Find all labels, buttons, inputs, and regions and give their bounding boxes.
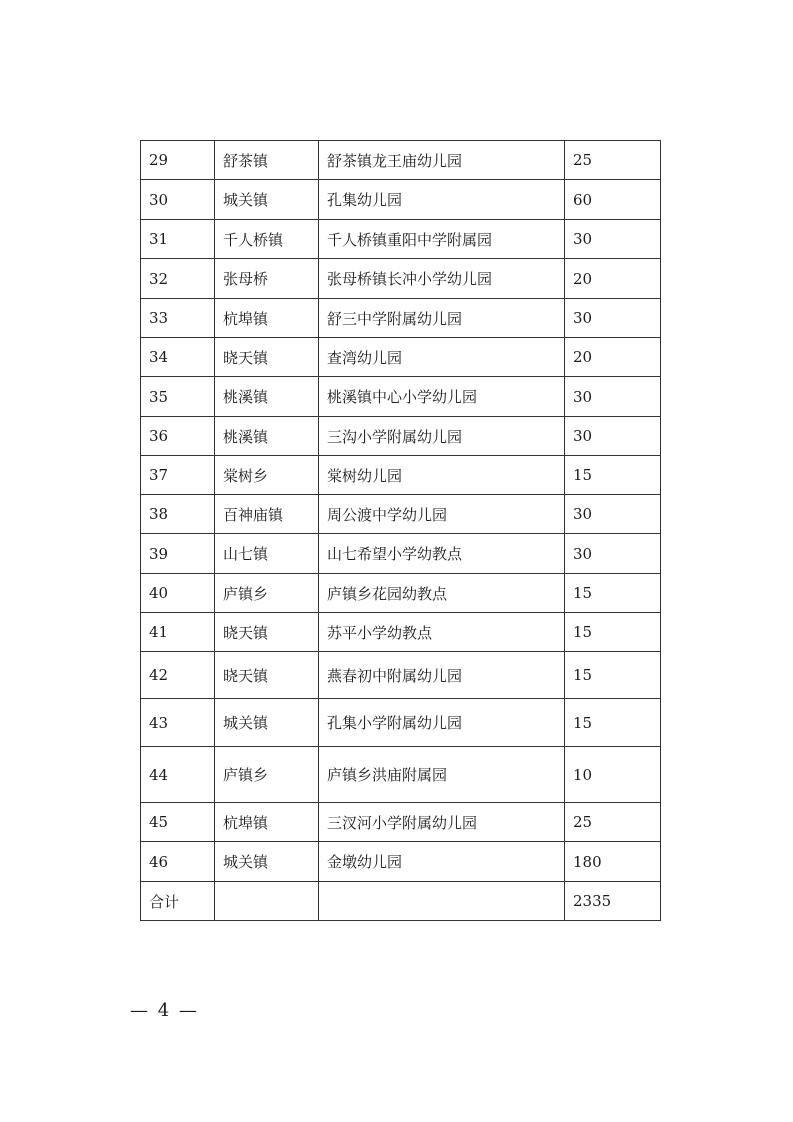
town-cell: 百神庙镇 [215, 495, 319, 534]
town-cell: 晓天镇 [215, 613, 319, 652]
row-number-cell: 42 [141, 652, 215, 699]
row-number-cell: 43 [141, 699, 215, 747]
row-number-cell: 37 [141, 456, 215, 495]
enrollment-count-cell: 180 [565, 842, 661, 882]
empty-cell [215, 882, 319, 921]
town-cell: 庐镇乡 [215, 747, 319, 803]
total-row [141, 882, 661, 921]
town-cell: 城关镇 [215, 842, 319, 882]
kindergarten-name-cell: 周公渡中学幼儿园 [319, 495, 565, 534]
town-cell: 山七镇 [215, 534, 319, 574]
table-row [141, 495, 661, 534]
kindergarten-name-cell: 桃溪镇中心小学幼儿园 [319, 377, 565, 417]
kindergarten-name-cell: 庐镇乡花园幼教点 [319, 574, 565, 613]
row-number-cell: 39 [141, 534, 215, 574]
table-row [141, 699, 661, 747]
town-cell: 晓天镇 [215, 338, 319, 377]
town-cell: 城关镇 [215, 180, 319, 220]
row-number-cell: 46 [141, 842, 215, 882]
kindergarten-name-cell: 舒茶镇龙王庙幼儿园 [319, 141, 565, 180]
kindergarten-name-cell: 三沟小学附属幼儿园 [319, 417, 565, 456]
enrollment-count-cell: 25 [565, 141, 661, 180]
enrollment-count-cell: 10 [565, 747, 661, 803]
table-row [141, 747, 661, 803]
page-number: — 4 — [130, 1000, 199, 1021]
table-row [141, 534, 661, 574]
enrollment-count-cell: 20 [565, 338, 661, 377]
row-number-cell: 40 [141, 574, 215, 613]
town-cell: 晓天镇 [215, 652, 319, 699]
kindergarten-name-cell: 孔集小学附属幼儿园 [319, 699, 565, 747]
total-count-cell: 2335 [565, 882, 661, 921]
enrollment-count-cell: 30 [565, 534, 661, 574]
town-cell: 桃溪镇 [215, 417, 319, 456]
empty-cell [319, 882, 565, 921]
enrollment-count-cell: 60 [565, 180, 661, 220]
enrollment-count-cell: 30 [565, 299, 661, 338]
enrollment-count-cell: 25 [565, 803, 661, 842]
row-number-cell: 35 [141, 377, 215, 417]
town-cell: 桃溪镇 [215, 377, 319, 417]
enrollment-count-cell: 30 [565, 495, 661, 534]
table-row [141, 141, 661, 180]
kindergarten-name-cell: 千人桥镇重阳中学附属园 [319, 220, 565, 259]
town-cell: 庐镇乡 [215, 574, 319, 613]
row-number-cell: 30 [141, 180, 215, 220]
town-cell: 千人桥镇 [215, 220, 319, 259]
table-row [141, 180, 661, 220]
row-number-cell: 34 [141, 338, 215, 377]
enrollment-count-cell: 30 [565, 377, 661, 417]
table-row [141, 377, 661, 417]
town-cell: 杭埠镇 [215, 803, 319, 842]
table-row [141, 338, 661, 377]
table-row [141, 803, 661, 842]
town-cell: 杭埠镇 [215, 299, 319, 338]
town-cell: 张母桥 [215, 259, 319, 299]
kindergarten-name-cell: 棠树幼儿园 [319, 456, 565, 495]
kindergarten-name-cell: 金墩幼儿园 [319, 842, 565, 882]
kindergarten-name-cell: 山七希望小学幼教点 [319, 534, 565, 574]
total-label-cell: 合计 [141, 882, 215, 921]
row-number-cell: 32 [141, 259, 215, 299]
enrollment-count-cell: 20 [565, 259, 661, 299]
enrollment-count-cell: 30 [565, 417, 661, 456]
row-number-cell: 33 [141, 299, 215, 338]
row-number-cell: 36 [141, 417, 215, 456]
enrollment-count-cell: 30 [565, 220, 661, 259]
kindergarten-name-cell: 舒三中学附属幼儿园 [319, 299, 565, 338]
row-number-cell: 29 [141, 141, 215, 180]
kindergarten-name-cell: 孔集幼儿园 [319, 180, 565, 220]
row-number-cell: 44 [141, 747, 215, 803]
kindergarten-name-cell: 张母桥镇长冲小学幼儿园 [319, 259, 565, 299]
table-row [141, 299, 661, 338]
table-row [141, 456, 661, 495]
row-number-cell: 38 [141, 495, 215, 534]
enrollment-count-cell: 15 [565, 699, 661, 747]
table-body [141, 141, 661, 921]
row-number-cell: 31 [141, 220, 215, 259]
table-row [141, 613, 661, 652]
enrollment-count-cell: 15 [565, 652, 661, 699]
row-number-cell: 41 [141, 613, 215, 652]
town-cell: 舒茶镇 [215, 141, 319, 180]
kindergarten-name-cell: 查湾幼儿园 [319, 338, 565, 377]
table-row [141, 259, 661, 299]
kindergarten-table [140, 140, 661, 921]
table-row [141, 842, 661, 882]
kindergarten-name-cell: 燕春初中附属幼儿园 [319, 652, 565, 699]
town-cell: 城关镇 [215, 699, 319, 747]
kindergarten-name-cell: 苏平小学幼教点 [319, 613, 565, 652]
town-cell: 棠树乡 [215, 456, 319, 495]
enrollment-count-cell: 15 [565, 574, 661, 613]
kindergarten-name-cell: 三汊河小学附属幼儿园 [319, 803, 565, 842]
table-row [141, 574, 661, 613]
table-row [141, 652, 661, 699]
enrollment-count-cell: 15 [565, 613, 661, 652]
enrollment-count-cell: 15 [565, 456, 661, 495]
kindergarten-name-cell: 庐镇乡洪庙附属园 [319, 747, 565, 803]
row-number-cell: 45 [141, 803, 215, 842]
table-row [141, 220, 661, 259]
table-row [141, 417, 661, 456]
